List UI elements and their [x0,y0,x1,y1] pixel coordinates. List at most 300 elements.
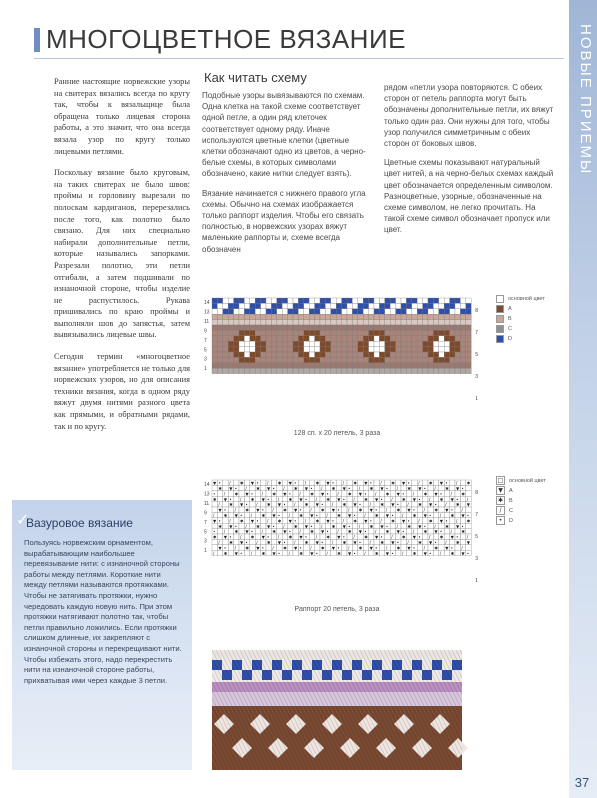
chart-cell [277,352,282,357]
chart-cell [390,363,395,368]
chart-cell [374,485,379,490]
chart-symbol: • [321,502,324,508]
chart-cell [320,330,325,335]
chart-cell [234,502,239,507]
chart-cell [277,320,282,325]
chart-cell [374,502,379,507]
row-number: 7 [204,519,207,526]
color-chart-caption: 128 сп. х 20 петель, 3 раза [293,430,381,437]
chart-cell [266,325,271,330]
chart-cell [363,309,368,314]
chart-cell [347,518,352,523]
chart-cell [239,363,244,368]
row-number: 3 [204,356,207,363]
chart-symbol: • [218,518,221,524]
chart-cell [390,357,395,362]
chart-symbol: • [342,496,346,502]
chart-symbol: ▼ [396,491,400,497]
chart-symbol: / [466,534,469,540]
row-number: 3 [475,374,478,380]
chart-symbol: ▼ [250,518,255,524]
chart-symbol: ✱ [402,496,406,502]
chart-cell [304,512,309,517]
chart-cell [309,325,314,330]
chart-cell [466,309,471,314]
chart-cell [406,534,411,539]
chart-symbol: ▼ [229,486,233,491]
chart-symbol: / [429,496,431,502]
chart-cell [298,325,303,330]
chart-symbol: / [218,540,220,545]
chart-cell [374,480,379,485]
legend-item [496,304,545,313]
chart-symbol: ✱ [364,534,368,540]
chart-cell [315,336,320,341]
chart-symbol: / [342,518,345,524]
chart-cell [325,314,330,319]
legend-item [496,516,546,525]
chart-cell [271,330,276,335]
chart-symbol: / [326,513,328,518]
chart-cell [255,512,260,517]
chart-symbol: ✱ [283,507,287,513]
chart-cell [417,545,422,550]
chart-cell [358,298,363,303]
chart-cell [250,314,255,319]
chart-cell [336,502,341,507]
chart-cell [288,485,293,490]
chart-symbol: ▼ [380,486,384,491]
chart-cell [271,309,276,314]
chart-cell [277,309,282,314]
chart-symbol: / [456,480,458,486]
chart-cell [261,320,266,325]
chart-cell [433,550,438,555]
chart-cell [239,357,244,362]
chart-cell [466,491,471,496]
chart-cell [298,298,303,303]
chart-cell [396,534,401,539]
chart-cell [239,507,244,512]
chart-cell [320,550,325,555]
chart-symbol: ✱ [294,523,298,529]
chart-cell [250,298,255,303]
chart-cell [455,347,460,352]
chart-symbol: ▼ [267,486,271,491]
chart-cell [228,529,233,534]
chart-cell [363,303,368,308]
chart-cell [412,341,417,346]
chart-symbol: / [213,550,215,556]
chart-cell [347,320,352,325]
chart-cell [217,309,222,314]
chart-cell [277,507,282,512]
row-number: 14 [204,482,210,488]
chart-symbol: ✱ [375,550,379,556]
chart-cell [358,309,363,314]
chart-cell [385,309,390,314]
chart-symbol: / [450,529,453,535]
chart-cell [385,298,390,303]
chart-cell [401,336,406,341]
chart-cell [223,363,228,368]
chart-symbol: / [294,540,296,545]
chart-symbol: / [331,502,334,508]
legend-label: А [508,305,512,312]
chart-cell [358,534,363,539]
chart-cell [309,518,314,523]
row-number: 7 [204,337,207,344]
chart-cell [390,347,395,352]
chart-symbol: • [461,523,464,529]
chart-cell [288,352,293,357]
chart-cell [282,330,287,335]
chart-symbol: • [223,545,227,551]
chart-cell [223,368,228,373]
chart-cell [293,512,298,517]
chart-cell [271,534,276,539]
chart-symbol: ✱ [272,491,276,497]
chart-cell [244,518,249,523]
chart-cell [352,485,357,490]
chart-cell [412,309,417,314]
chart-cell [428,523,433,528]
chart-symbol: ▼ [391,502,395,508]
chart-cell [228,491,233,496]
chart-cell [363,539,368,544]
chart-cell [288,303,293,308]
chart-cell [379,368,384,373]
chart-symbol: ✱ [375,513,379,518]
chart-cell [217,336,222,341]
chart-cell [385,352,390,357]
chart-cell [455,545,460,550]
chart-cell [439,502,444,507]
chart-cell [401,320,406,325]
chart-cell [439,352,444,357]
chart-symbol: / [380,480,382,486]
chart-cell [250,341,255,346]
chart-cell [342,298,347,303]
row-number: 5 [475,352,478,358]
chart-symbol: • [294,518,297,524]
chart-cell [304,336,309,341]
chart-cell [428,347,433,352]
chart-cell [239,320,244,325]
chart-symbol: / [267,518,269,524]
chart-cell [325,336,330,341]
chart-symbol: • [418,534,421,540]
chart-cell [217,550,222,555]
chart-cell [374,347,379,352]
chart-cell [439,325,444,330]
chart-cell [369,347,374,352]
chart-cell [234,368,239,373]
chart-cell [217,357,222,362]
chart-cell [396,352,401,357]
chart-cell [217,341,222,346]
chart-cell [293,352,298,357]
chart-cell [379,545,384,550]
chart-cell [239,352,244,357]
chart-symbol: • [304,534,308,540]
row-number: 8 [475,490,478,496]
legend-label: В [508,315,512,322]
chart-cell [352,368,357,373]
chart-cell [428,309,433,314]
chart-cell [244,341,249,346]
chart-cell [234,347,239,352]
chart-cell [423,480,428,485]
chart-cell [239,341,244,346]
chart-cell [342,512,347,517]
chart-cell [288,368,293,373]
chart-symbol: ▼ [277,540,282,545]
chart-cell [304,529,309,534]
chart-cell [466,529,471,534]
chart-cell [336,309,341,314]
chart-symbol: ✱ [234,529,239,535]
chart-cell [228,303,233,308]
chart-cell [406,314,411,319]
legend-label: D [508,335,512,342]
chart-cell [234,298,239,303]
chart-cell [450,325,455,330]
chart-cell [423,347,428,352]
chart-symbol: / [348,545,350,551]
chart-cell [309,352,314,357]
chart-cell [433,368,438,373]
chart-symbol: / [385,507,388,513]
chart-cell [336,325,341,330]
chart-cell [266,303,271,308]
legend-label: С [508,325,512,332]
chart-cell [444,347,449,352]
knitted-swatch-image [212,650,462,770]
chart-cell [417,330,422,335]
chart-symbol: / [288,513,291,518]
row-number: 14 [204,300,210,306]
chart-cell [244,368,249,373]
chart-cell [352,352,357,357]
chart-symbol: / [369,540,372,545]
middle-column [202,90,372,263]
chart-cell [396,512,401,517]
chart-cell [315,298,320,303]
chart-cell [325,507,330,512]
chart-symbol: / [229,480,231,486]
chart-cell [271,320,276,325]
chart-symbol: • [321,540,324,545]
chart-cell [331,529,336,534]
chart-cell [261,368,266,373]
chart-symbol: • [402,529,405,535]
chart-cell [439,357,444,362]
chart-cell [390,545,395,550]
chart-cell [304,545,309,550]
chart-cell [304,357,309,362]
chart-symbol: • [261,545,265,551]
chart-cell [450,363,455,368]
chart-cell [217,512,222,517]
chart-cell [342,368,347,373]
chart-cell [255,347,260,352]
chart-cell [396,480,401,485]
chart-cell [315,507,320,512]
chart-symbol: / [294,502,296,508]
chart-cell [423,368,428,373]
chart-cell [460,336,465,341]
chart-cell [212,485,217,490]
chart-cell [266,550,271,555]
chart-cell [417,325,422,330]
chart-cell [342,545,347,550]
chart-cell [450,539,455,544]
chart-symbol: / [240,496,242,502]
chart-cell [412,518,417,523]
chart-symbol: ✱ [277,518,282,524]
chart-symbol: • [213,529,216,535]
chart-cell [336,518,341,523]
chart-symbol: / [337,491,339,497]
chart-cell [255,336,260,341]
chart-cell [412,320,417,325]
chart-symbol: ▼ [337,496,341,502]
chart-cell [396,336,401,341]
chart-cell [396,347,401,352]
chart-symbol: • [456,534,459,540]
chart-cell [369,330,374,335]
chart-symbol: ✱ [450,513,455,518]
chart-cell [250,330,255,335]
chart-cell [239,347,244,352]
chart-cell [277,303,282,308]
chart-cell [250,303,255,308]
chart-cell [277,363,282,368]
chart-symbol: ▼ [348,550,352,556]
chart-symbol: ▼ [423,550,427,556]
chart-cell [401,314,406,319]
chart-cell [250,309,255,314]
chart-cell [234,320,239,325]
chart-cell [315,545,320,550]
chart-cell [423,534,428,539]
chart-cell [315,325,320,330]
chart-cell [390,303,395,308]
chart-symbol: • [434,502,437,508]
chart-cell [228,363,233,368]
chart-symbol: / [429,534,431,540]
chart-cell [293,330,298,335]
chart-symbol: ✱ [369,486,374,491]
chart-cell [460,539,465,544]
chart-cell [298,518,303,523]
chart-cell [228,347,233,352]
chart-cell [282,357,287,362]
chart-symbol: • [234,486,238,491]
chart-cell [250,545,255,550]
chart-cell [320,363,325,368]
chart-cell [385,368,390,373]
chart-cell [417,336,422,341]
chart-cell [217,529,222,534]
chart-symbol: • [445,518,448,524]
chart-cell [244,347,249,352]
chart-symbol: • [385,486,389,491]
chart-cell [450,309,455,314]
chart-symbol: / [331,540,334,545]
chart-symbol: ▼ [326,480,330,486]
chart-cell [439,507,444,512]
chart-cell [217,352,222,357]
row-number: 11 [204,500,210,507]
chart-symbol: • [240,550,243,556]
color-chart-grid [202,292,478,414]
chart-cell [234,357,239,362]
title-accent-bar [34,28,40,52]
chart-cell [277,347,282,352]
chart-cell [255,314,260,319]
chart-cell [293,347,298,352]
chart-cell [304,309,309,314]
chart-symbol: ✱ [245,507,249,513]
chart-symbol: ▼ [412,496,417,502]
chart-cell [331,363,336,368]
chart-cell [336,330,341,335]
chart-cell [401,325,406,330]
chart-symbol: ▼ [234,550,238,556]
chart-cell [428,330,433,335]
chart-cell [293,325,298,330]
chart-cell [417,529,422,534]
chart-cell [406,341,411,346]
chart-symbol: ✱ [229,502,233,508]
chart-cell [282,347,287,352]
chart-cell [390,314,395,319]
chart-symbol: / [223,529,226,535]
chart-cell [239,368,244,373]
chart-cell [401,539,406,544]
chart-cell [396,303,401,308]
chart-cell [401,341,406,346]
chart-cell [369,341,374,346]
chart-symbol: ▼ [434,491,438,497]
chart-symbol: • [396,502,400,508]
chart-symbol: • [272,486,275,491]
chart-cell [331,303,336,308]
chart-cell [412,539,417,544]
chart-cell [325,298,330,303]
chart-cell [385,320,390,325]
chart-symbol: ▼ [213,518,217,524]
chart-cell [417,303,422,308]
chart-cell [374,518,379,523]
chart-cell [450,502,455,507]
chart-cell [428,314,433,319]
chart-symbol: / [466,496,469,502]
chart-cell [455,341,460,346]
chart-cell [325,309,330,314]
chart-symbol: / [445,502,447,508]
chart-symbol: ▼ [245,529,249,535]
chart-cell [450,298,455,303]
chart-symbol: / [234,545,237,551]
chart-cell [433,363,438,368]
page-title: МНОГОЦВЕТНОЕ ВЯЗАНИЕ [46,24,406,54]
row-number: 8 [475,308,478,314]
chart-symbol: / [304,480,307,486]
chart-cell [320,518,325,523]
